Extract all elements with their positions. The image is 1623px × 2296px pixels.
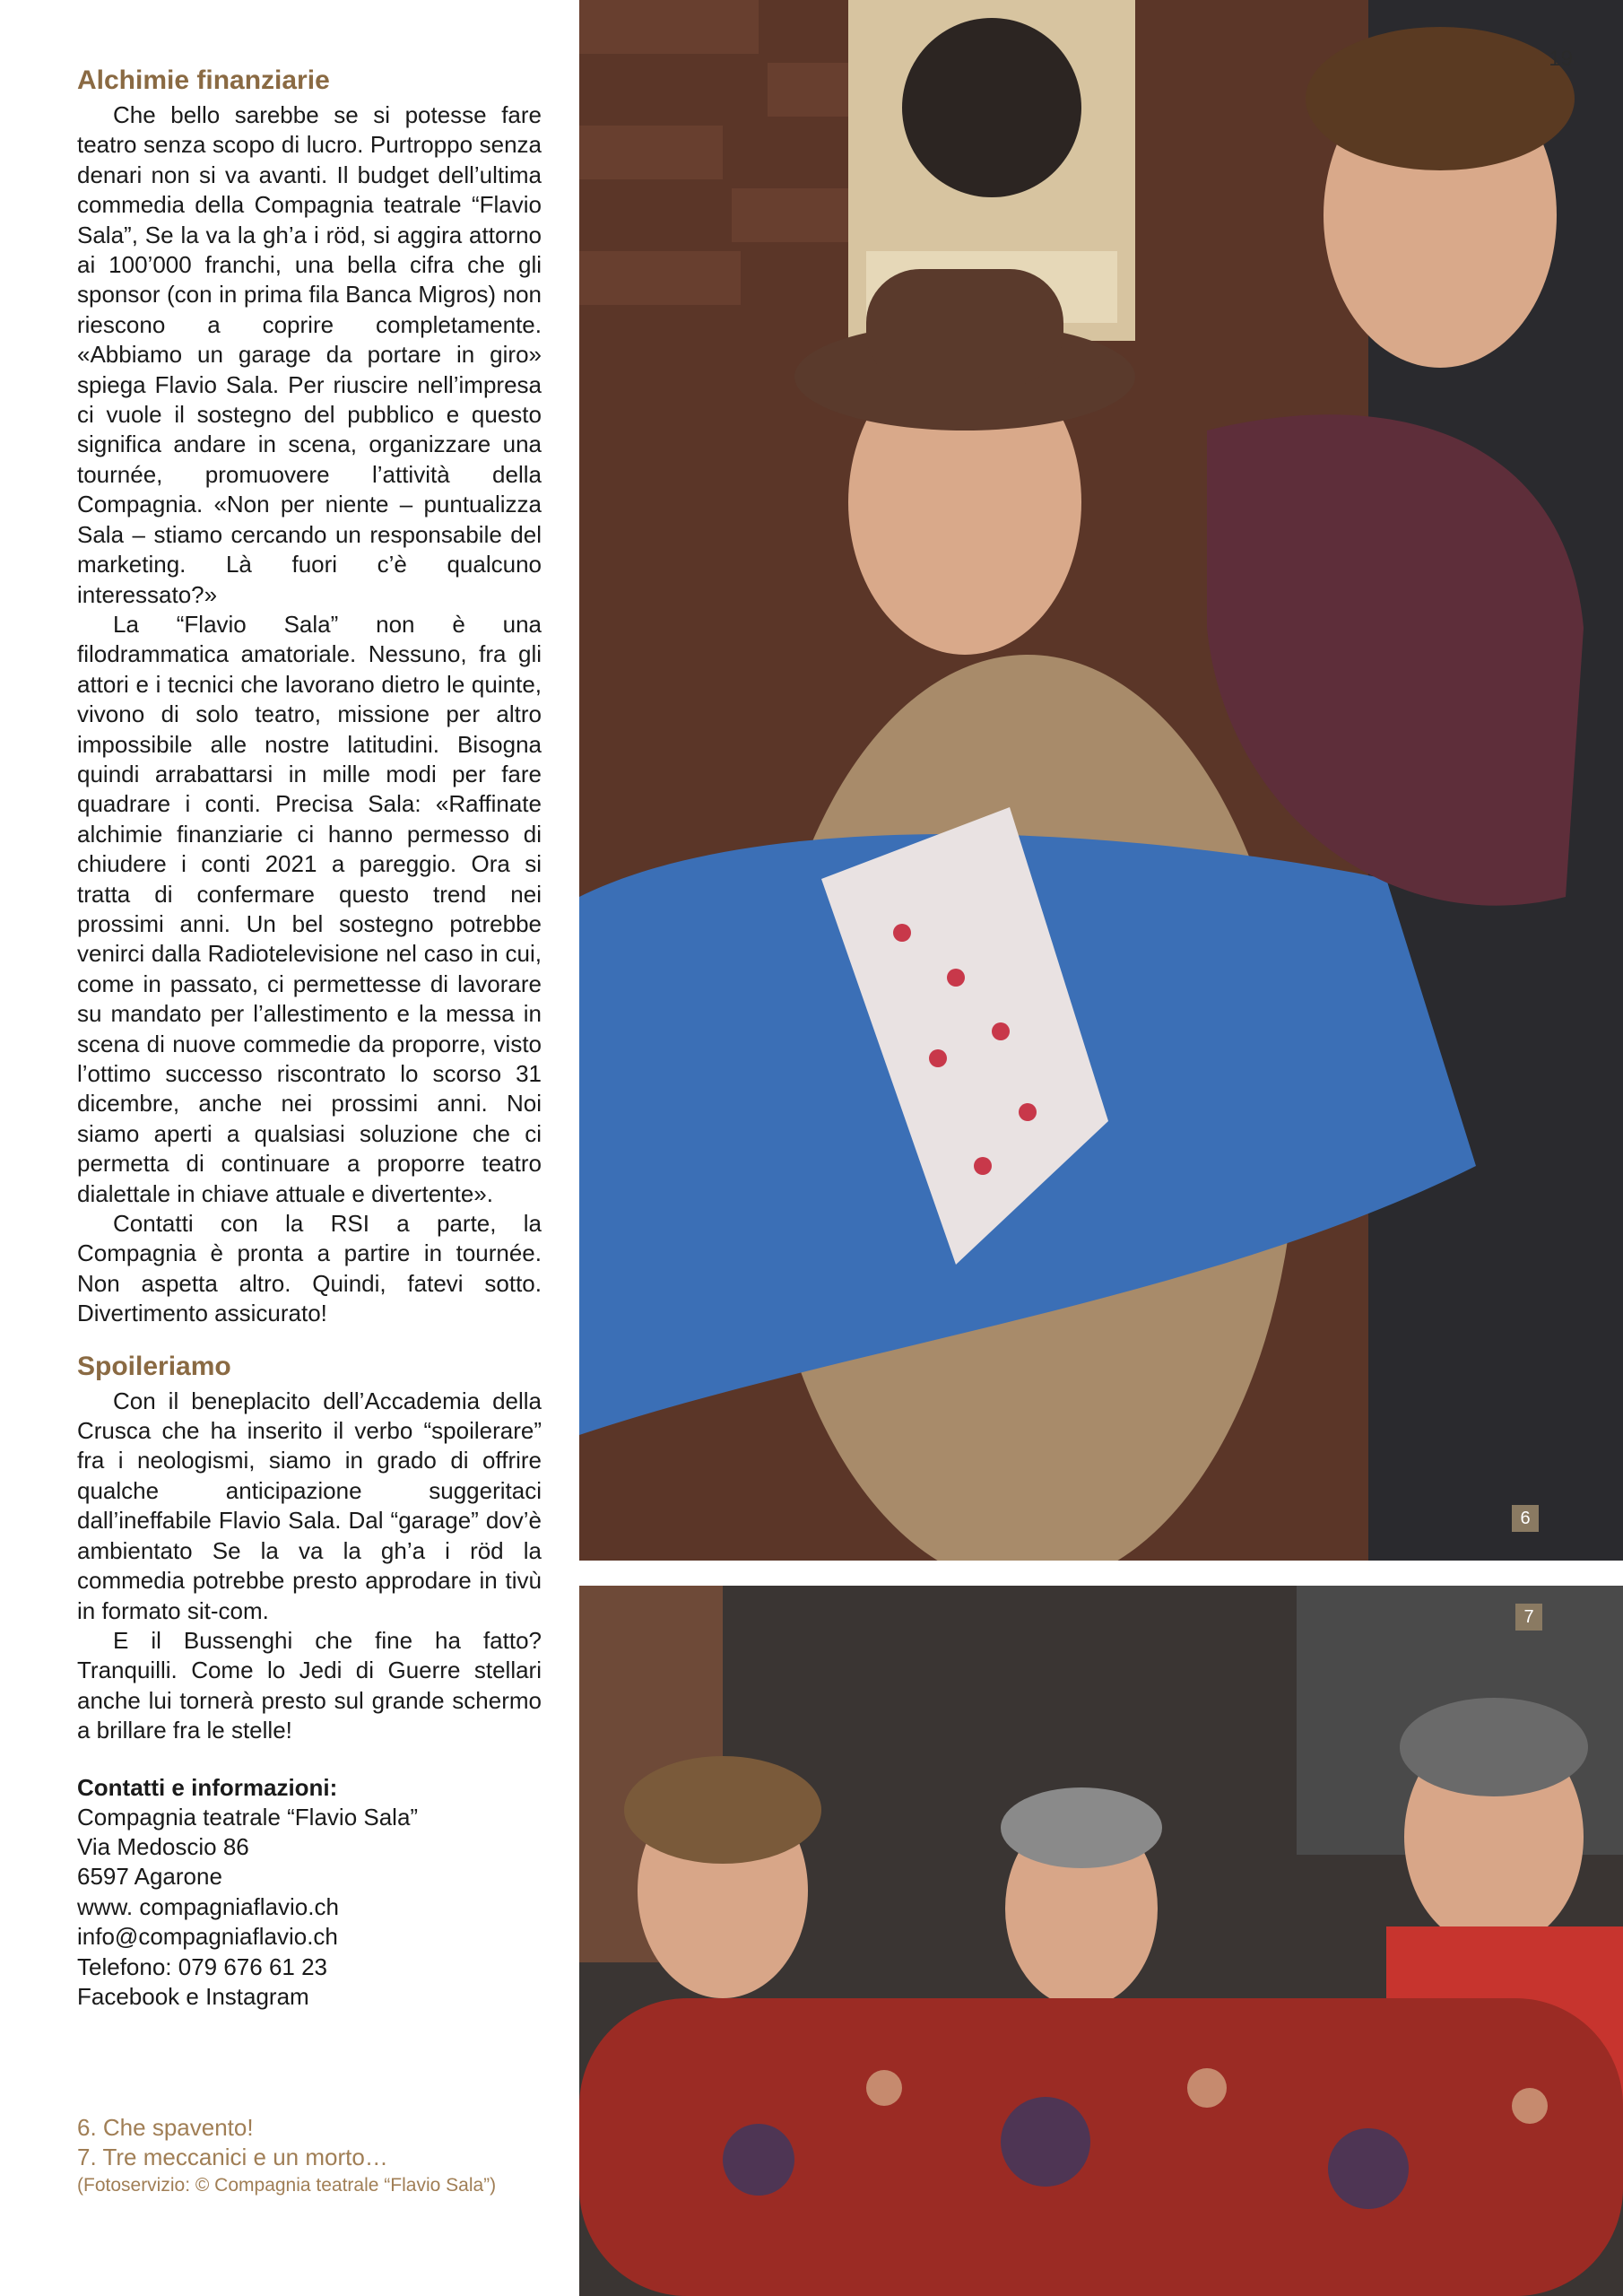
contact-line: Via Medoscio 86 xyxy=(77,1832,249,1860)
photo-7-illustration xyxy=(579,1586,1623,2296)
contact-phone: Telefono: 079 676 61 23 xyxy=(77,1952,328,1980)
paragraph-3: Contatti con la RSI a parte, la Compagnia è pronta a partire in tournée. Non aspetta altro. Quindi, fatevi sotto. Divertimento assicurato! xyxy=(77,1210,542,1327)
section-heading-alchimie: Alchimie finanziarie xyxy=(77,65,330,95)
photo-tre-meccanici xyxy=(579,1586,1623,2296)
contact-social: Facebook e Instagram xyxy=(77,1982,309,2010)
photo-credit: (Fotoservizio: © Compagnia teatrale “Flavio Sala”) xyxy=(77,2175,497,2196)
contact-email[interactable]: info@compagniaflavio.ch xyxy=(77,1923,338,1951)
paragraph-2: La “Flavio Sala” non è una filodrammatica amatoriale. Nessuno, fra gli attori e i tecnici che lavorano dietro le quinte, vivono di solo teatro, missione per altro impossibile alle nostre latitudini. Bisogna quindi arrabattarsi in mille modi per fare quadrare i conti. Precisa Sala: «Raffinate alchimie finanziarie ci hanno permesso di chiudere i conti 2021 a pareggio. Ora si tratta di confermare questo trend nei prossimi anni. Un bel sostegno potrebbe venirci dalla Radiotelevisione nel caso in cui, come in passato, ci permettesse di lavorare su mandato per l’allestimento e la messa in scena di nuove commedie da proporre, visto l’ottimo successo riscontrato lo scorso 31 dicembre, anche nei prossimi anni. Noi siamo aperti a qualsiasi soluzione che ci permetta di continuare a proporre teatro dialettale in chiave attuale e divertente». xyxy=(77,610,542,1207)
contact-line: 6597 Agarone xyxy=(77,1863,222,1891)
photo-captions xyxy=(77,2113,543,2199)
paragraph-4: Con il beneplacito dell’Accademia della Crusca che ha inserito il verbo “spoilerare” fra i neologismi, siamo in grado di offrire qualche anticipazione suggeritaci dall’ineffabile Flavio Sala. Dal “garage” dov’è ambientato Se la va la gh’a i röd la commedia potrebbe presto approdare in tivù in formato sit-com. xyxy=(77,1387,542,1624)
article-column xyxy=(77,65,542,2012)
paragraph-5: E il Bussenghi che fine ha fatto? Tranquilli. Come lo Jedi di Guerre stellari anche lui tornerà presto sul grande schermo a brillare fra le stelle! xyxy=(77,1626,542,1744)
contact-line: Compagnia teatrale “Flavio Sala” xyxy=(77,1803,419,1831)
paragraph-1: Che bello sarebbe se si potesse fare teatro senza scopo di lucro. Purtroppo senza denari non si va avanti. Il budget dell’ultima commedia della Compagnia teatrale “Flavio Sala”, Se la va la gh’a i röd, si aggira attorno ai 100’000 franchi, una bella cifra che gli sponsor (con in prima fila Banca Migros) non riescono a coprire completamente. «Abbiamo un garage da portare in giro» spiega Flavio Sala. Per riuscire nell’impresa ci vuole il sostegno del pubblico e questo significa andare in scena, organizzare una tournée, promuovere l’attività della Compagnia. «Non per niente – puntualizza Sala – stiamo cercando un responsabile del marketing. Là fuori c’è qualcuno interessato?» xyxy=(77,101,542,608)
photo-6-badge: 6 xyxy=(1512,1505,1539,1532)
contact-website[interactable]: www. compagniaflavio.ch xyxy=(77,1892,339,1920)
section-heading-spoileriamo: Spoileriamo xyxy=(77,1351,231,1381)
contacts-title: Contatti e informazioni: xyxy=(77,1773,338,1801)
caption-7: 7. Tre meccanici e un morto… xyxy=(77,2144,388,2170)
photo-che-spavento xyxy=(579,0,1623,1561)
page-number: 19 xyxy=(1549,47,1573,71)
photo-7-badge: 7 xyxy=(1515,1604,1542,1631)
photo-6-illustration xyxy=(579,0,1623,1561)
caption-6: 6. Che spavento! xyxy=(77,2114,254,2141)
